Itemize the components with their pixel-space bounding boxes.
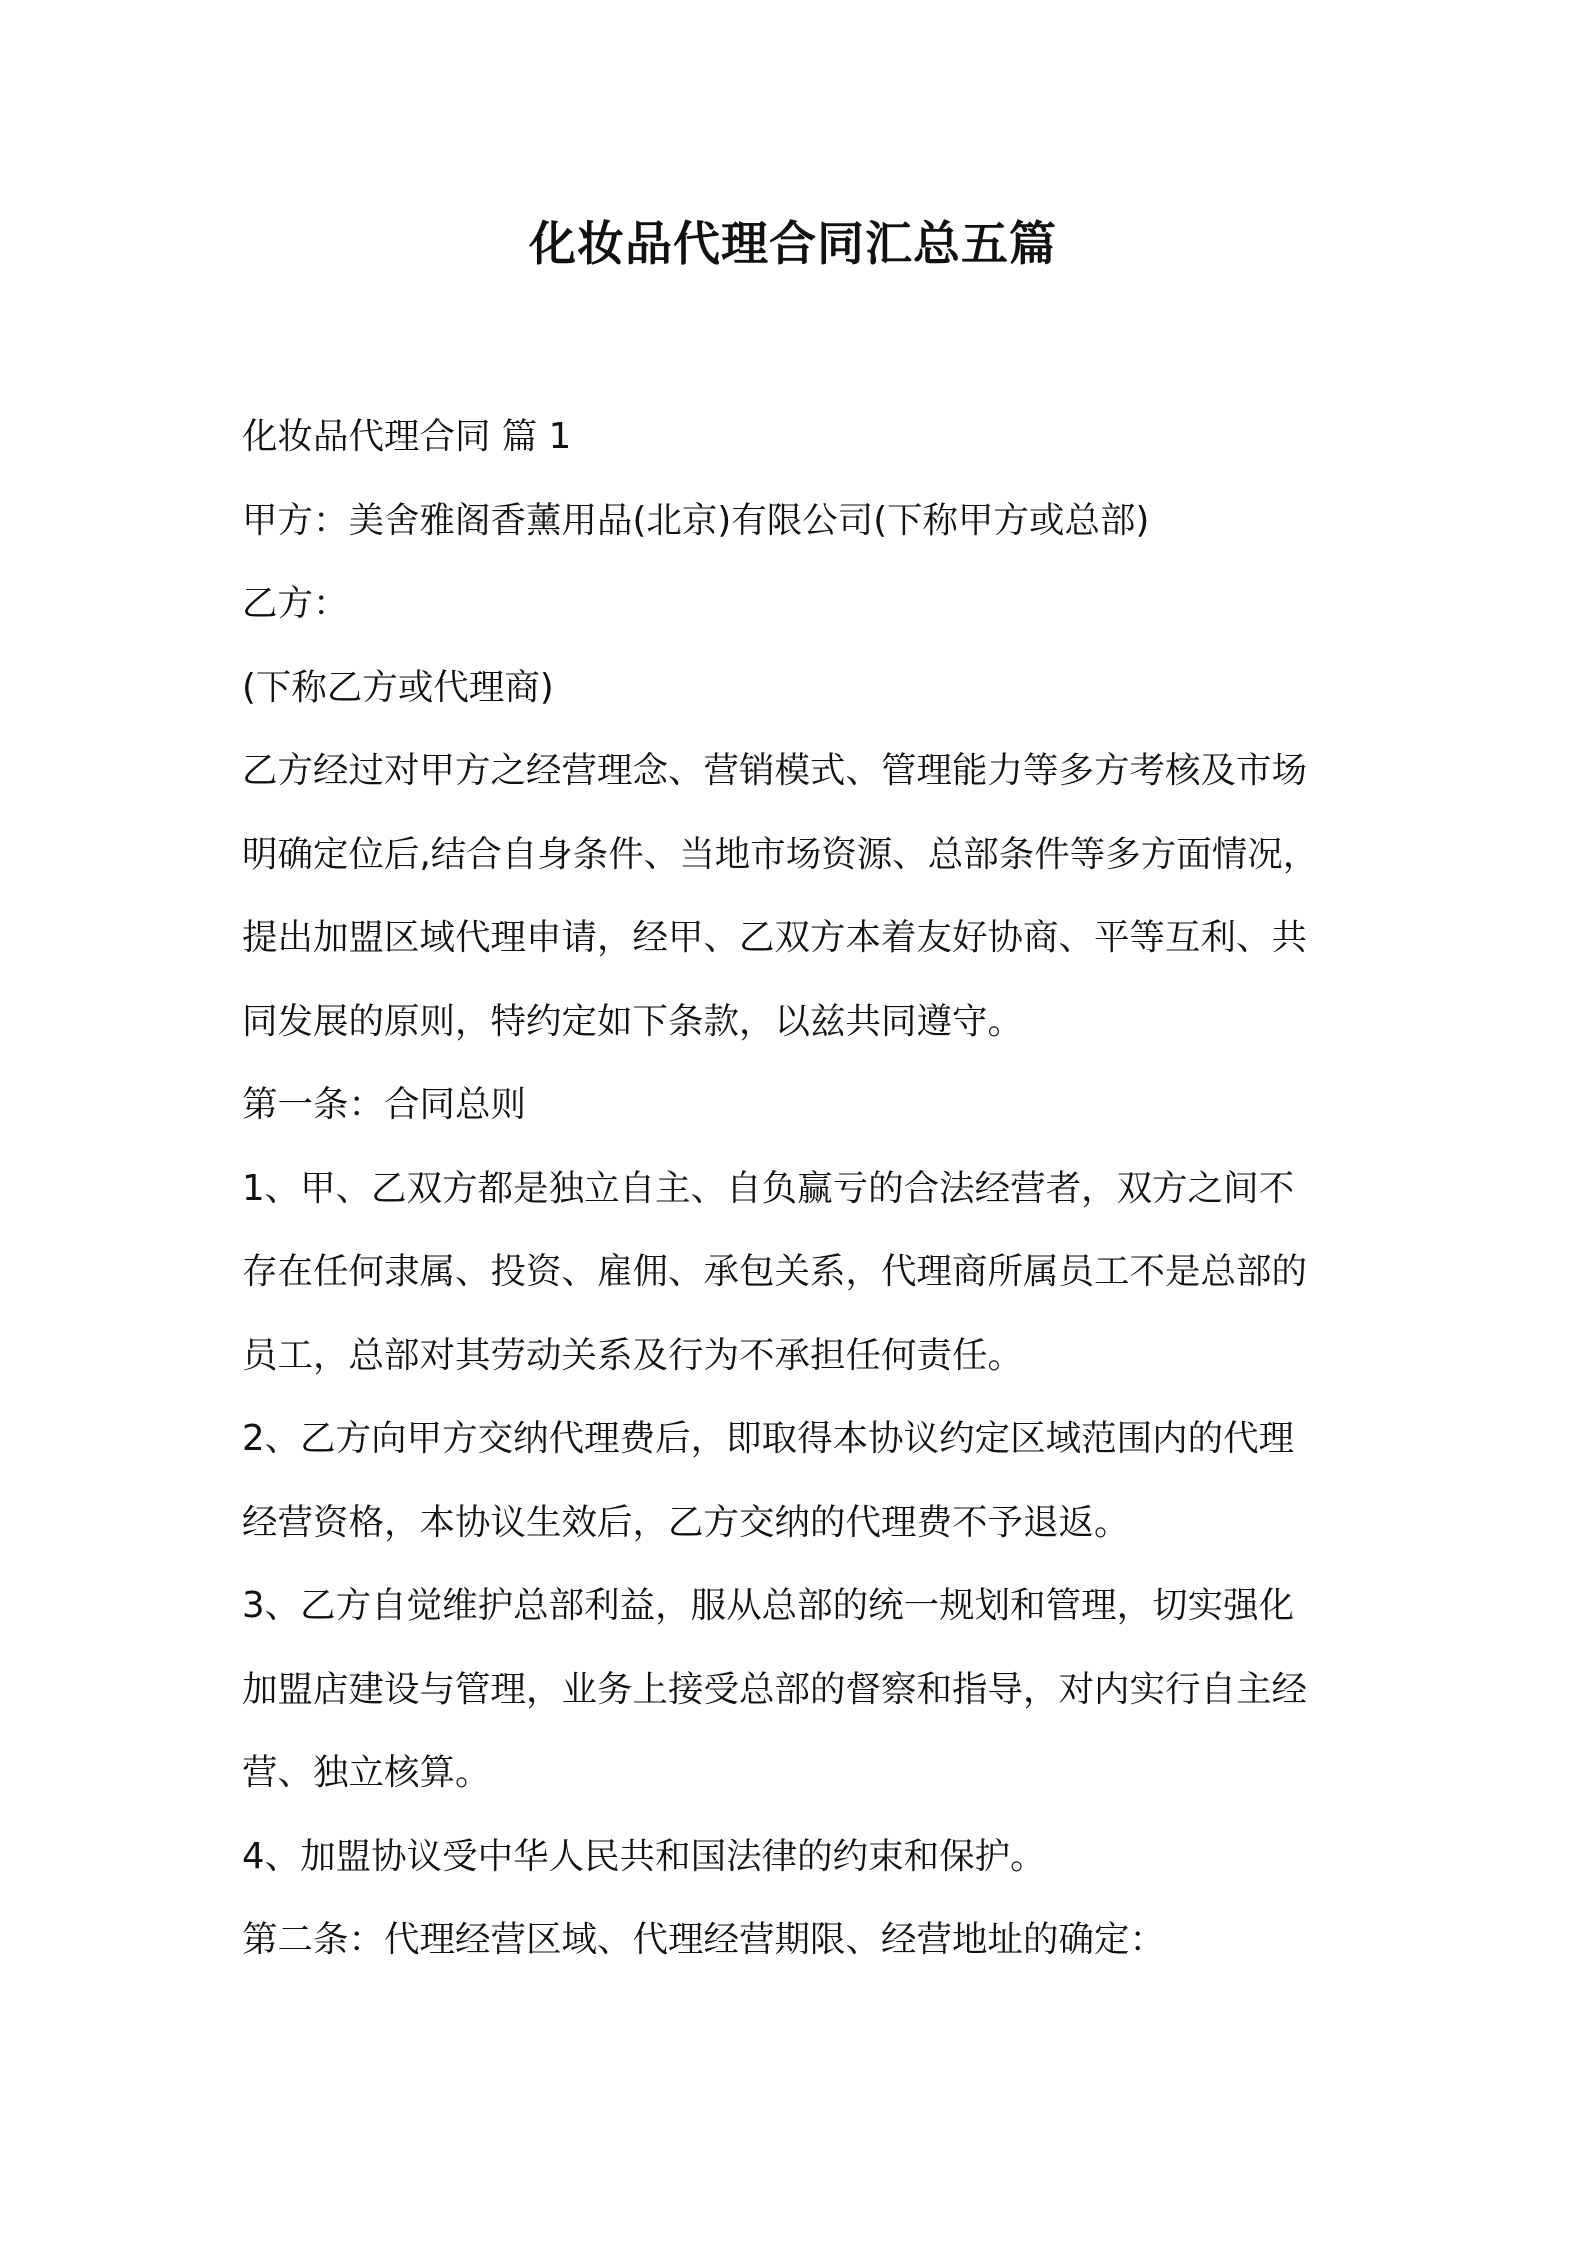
paragraph-line: 1、甲、乙双方都是独立自主、自负赢亏的合法经营者，双方之间不 <box>242 1167 1295 1209</box>
article-heading: 第二条：代理经营区域、代理经营期限、经营地址的确定： <box>242 1919 1166 1960</box>
paragraph-line: 员工，总部对其劳动关系及行为不承担任何责任。 <box>242 1334 1024 1376</box>
paragraph-line: 同发展的原则，特约定如下条款，以兹共同遵守。 <box>242 1000 1024 1042</box>
paragraph-line: 4、加盟协议受中华人民共和国法律的约束和保护。 <box>242 1835 1046 1877</box>
party-b-line: 乙方： <box>242 583 349 624</box>
paragraph-line: 营、独立核算。 <box>242 1752 491 1793</box>
document-body <box>242 395 1357 1982</box>
paragraph-line: 2、乙方向甲方交纳代理费后，即取得本协议约定区域范围内的代理 <box>242 1418 1295 1459</box>
paragraph-line: 存在任何隶属、投资、雇佣、承包关系，代理商所属员工不是总部的 <box>242 1251 1308 1292</box>
article-heading: 第一条：合同总则 <box>242 1084 527 1125</box>
paragraph-line: 加盟店建设与管理，业务上接受总部的督察和指导，对内实行自主经 <box>242 1668 1308 1710</box>
party-a-line: 甲方：美舍雅阁香薰用品(北京)有限公司(下称甲方或总部) <box>242 499 1150 541</box>
section-heading: 化妆品代理合同 篇 1 <box>242 416 572 457</box>
party-b-note: (下称乙方或代理商) <box>242 666 554 708</box>
paragraph-line: 提出加盟区域代理申请，经甲、乙双方本着友好协商、平等互利、共 <box>242 917 1308 958</box>
paragraph-line: 经营资格，本协议生效后，乙方交纳的代理费不予退返。 <box>242 1501 1130 1543</box>
paragraph-line: 乙方经过对甲方之经营理念、营销模式、管理能力等多方考核及市场 <box>242 750 1308 791</box>
document-title: 化妆品代理合同汇总五篇 <box>529 217 1057 272</box>
paragraph-line: 明确定位后,结合自身条件、当地市场资源、总部条件等多方面情况， <box>242 833 1319 875</box>
paragraph-line: 3、乙方自觉维护总部利益，服从总部的统一规划和管理，切实强化 <box>242 1585 1295 1626</box>
